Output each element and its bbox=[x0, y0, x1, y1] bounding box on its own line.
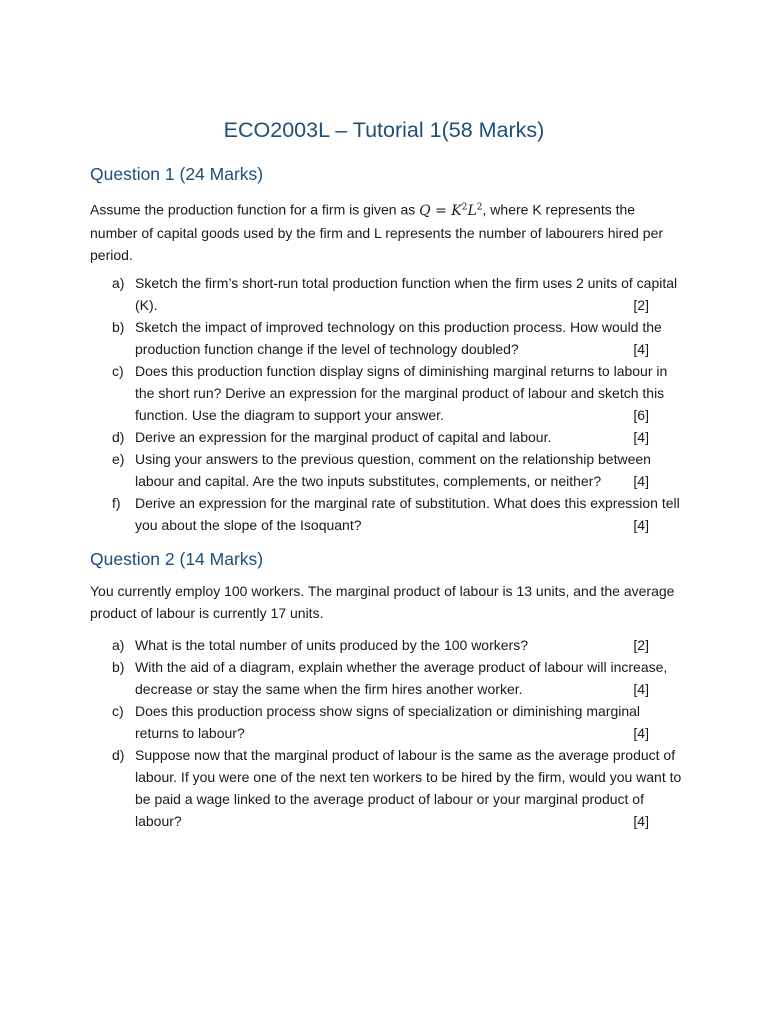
item-marks: [4] bbox=[633, 813, 649, 829]
item-letter: c) bbox=[112, 703, 124, 719]
question-1-intro-before: Assume the production function for a firm is given as bbox=[90, 201, 416, 218]
question-1-items bbox=[112, 272, 682, 536]
question-1-item-e bbox=[112, 448, 682, 492]
item-marks: [4] bbox=[633, 725, 649, 741]
question-1-item-d bbox=[112, 426, 682, 448]
item-text: Sketch the firm’s short-run total production function when the firm uses 2 units of capital (K). bbox=[135, 275, 678, 313]
item-text: What is the total number of units produced by the 100 workers? bbox=[135, 637, 528, 653]
item-letter: c) bbox=[112, 363, 124, 379]
item-marks: [4] bbox=[633, 517, 649, 533]
item-letter: d) bbox=[112, 747, 125, 763]
question-2-heading: Question 2 (14 Marks) bbox=[90, 549, 264, 569]
question-2-item-a bbox=[112, 634, 682, 656]
item-text: Suppose now that the marginal product of labour is the same as the average product of labour. If you were one of the next ten workers to be hired by the firm, would you want to be paid a wage linked to the average product of labour or your marginal product of labour? bbox=[135, 747, 682, 829]
question-2-item-d bbox=[112, 744, 682, 832]
production-function-formula: $Q = K^2L^2$ bbox=[419, 202, 483, 219]
item-letter: a) bbox=[112, 275, 125, 291]
item-text: Derive an expression for the marginal product of capital and labour. bbox=[135, 429, 552, 445]
question-1-item-c bbox=[112, 360, 682, 426]
document-title: ECO2003L – Tutorial 1(58 Marks) bbox=[223, 118, 545, 142]
item-marks: [4] bbox=[633, 341, 649, 357]
item-letter: f) bbox=[112, 495, 121, 511]
question-2-item-b bbox=[112, 656, 682, 700]
item-marks: [4] bbox=[633, 681, 649, 697]
question-1-item-f bbox=[112, 492, 682, 536]
item-marks: [4] bbox=[633, 473, 649, 489]
question-1-item-b bbox=[112, 316, 682, 360]
item-text: Derive an expression for the marginal rate of substitution. What does this expression tell you about the slope of the Isoquant? bbox=[135, 495, 680, 533]
question-1-item-a bbox=[112, 272, 682, 316]
question-2-items bbox=[112, 634, 682, 832]
item-text: Using your answers to the previous question, comment on the relationship between labour and capital. Are the two inputs substitutes, complements, or neither? bbox=[135, 451, 651, 489]
item-marks: [6] bbox=[633, 407, 649, 423]
item-text: Sketch the impact of improved technology on this production process. How would the production function change if the level of technology doubled? bbox=[135, 319, 662, 357]
question-1-intro bbox=[90, 196, 680, 267]
item-marks: [4] bbox=[633, 429, 649, 445]
question-1-intro-after: , where K represents the number of capital goods used by the firm and L represents the number of labourers hired per period. bbox=[90, 201, 664, 264]
item-text: Does this production function display signs of diminishing marginal returns to labour in the short run? Derive an expression for the marginal product of labour and sketch this function. Use the diagram to support your answer. bbox=[135, 363, 668, 423]
item-letter: d) bbox=[112, 429, 125, 445]
item-letter: b) bbox=[112, 659, 125, 675]
item-text: Does this production process show signs of specialization or diminishing marginal returns to labour? bbox=[135, 703, 641, 741]
question-1-heading: Question 1 (24 Marks) bbox=[90, 164, 264, 184]
item-letter: a) bbox=[112, 637, 125, 653]
question-2-item-c bbox=[112, 700, 682, 744]
item-marks: [2] bbox=[633, 297, 649, 313]
item-marks: [2] bbox=[633, 637, 649, 653]
item-letter: e) bbox=[112, 451, 125, 467]
item-letter: b) bbox=[112, 319, 125, 335]
item-text: With the aid of a diagram, explain whether the average product of labour will increase, decrease or stay the same when the firm hires another worker. bbox=[135, 659, 668, 697]
question-2-intro: You currently employ 100 workers. The marginal product of labour is 13 units, and the average product of labour is currently 17 units. bbox=[90, 583, 675, 622]
